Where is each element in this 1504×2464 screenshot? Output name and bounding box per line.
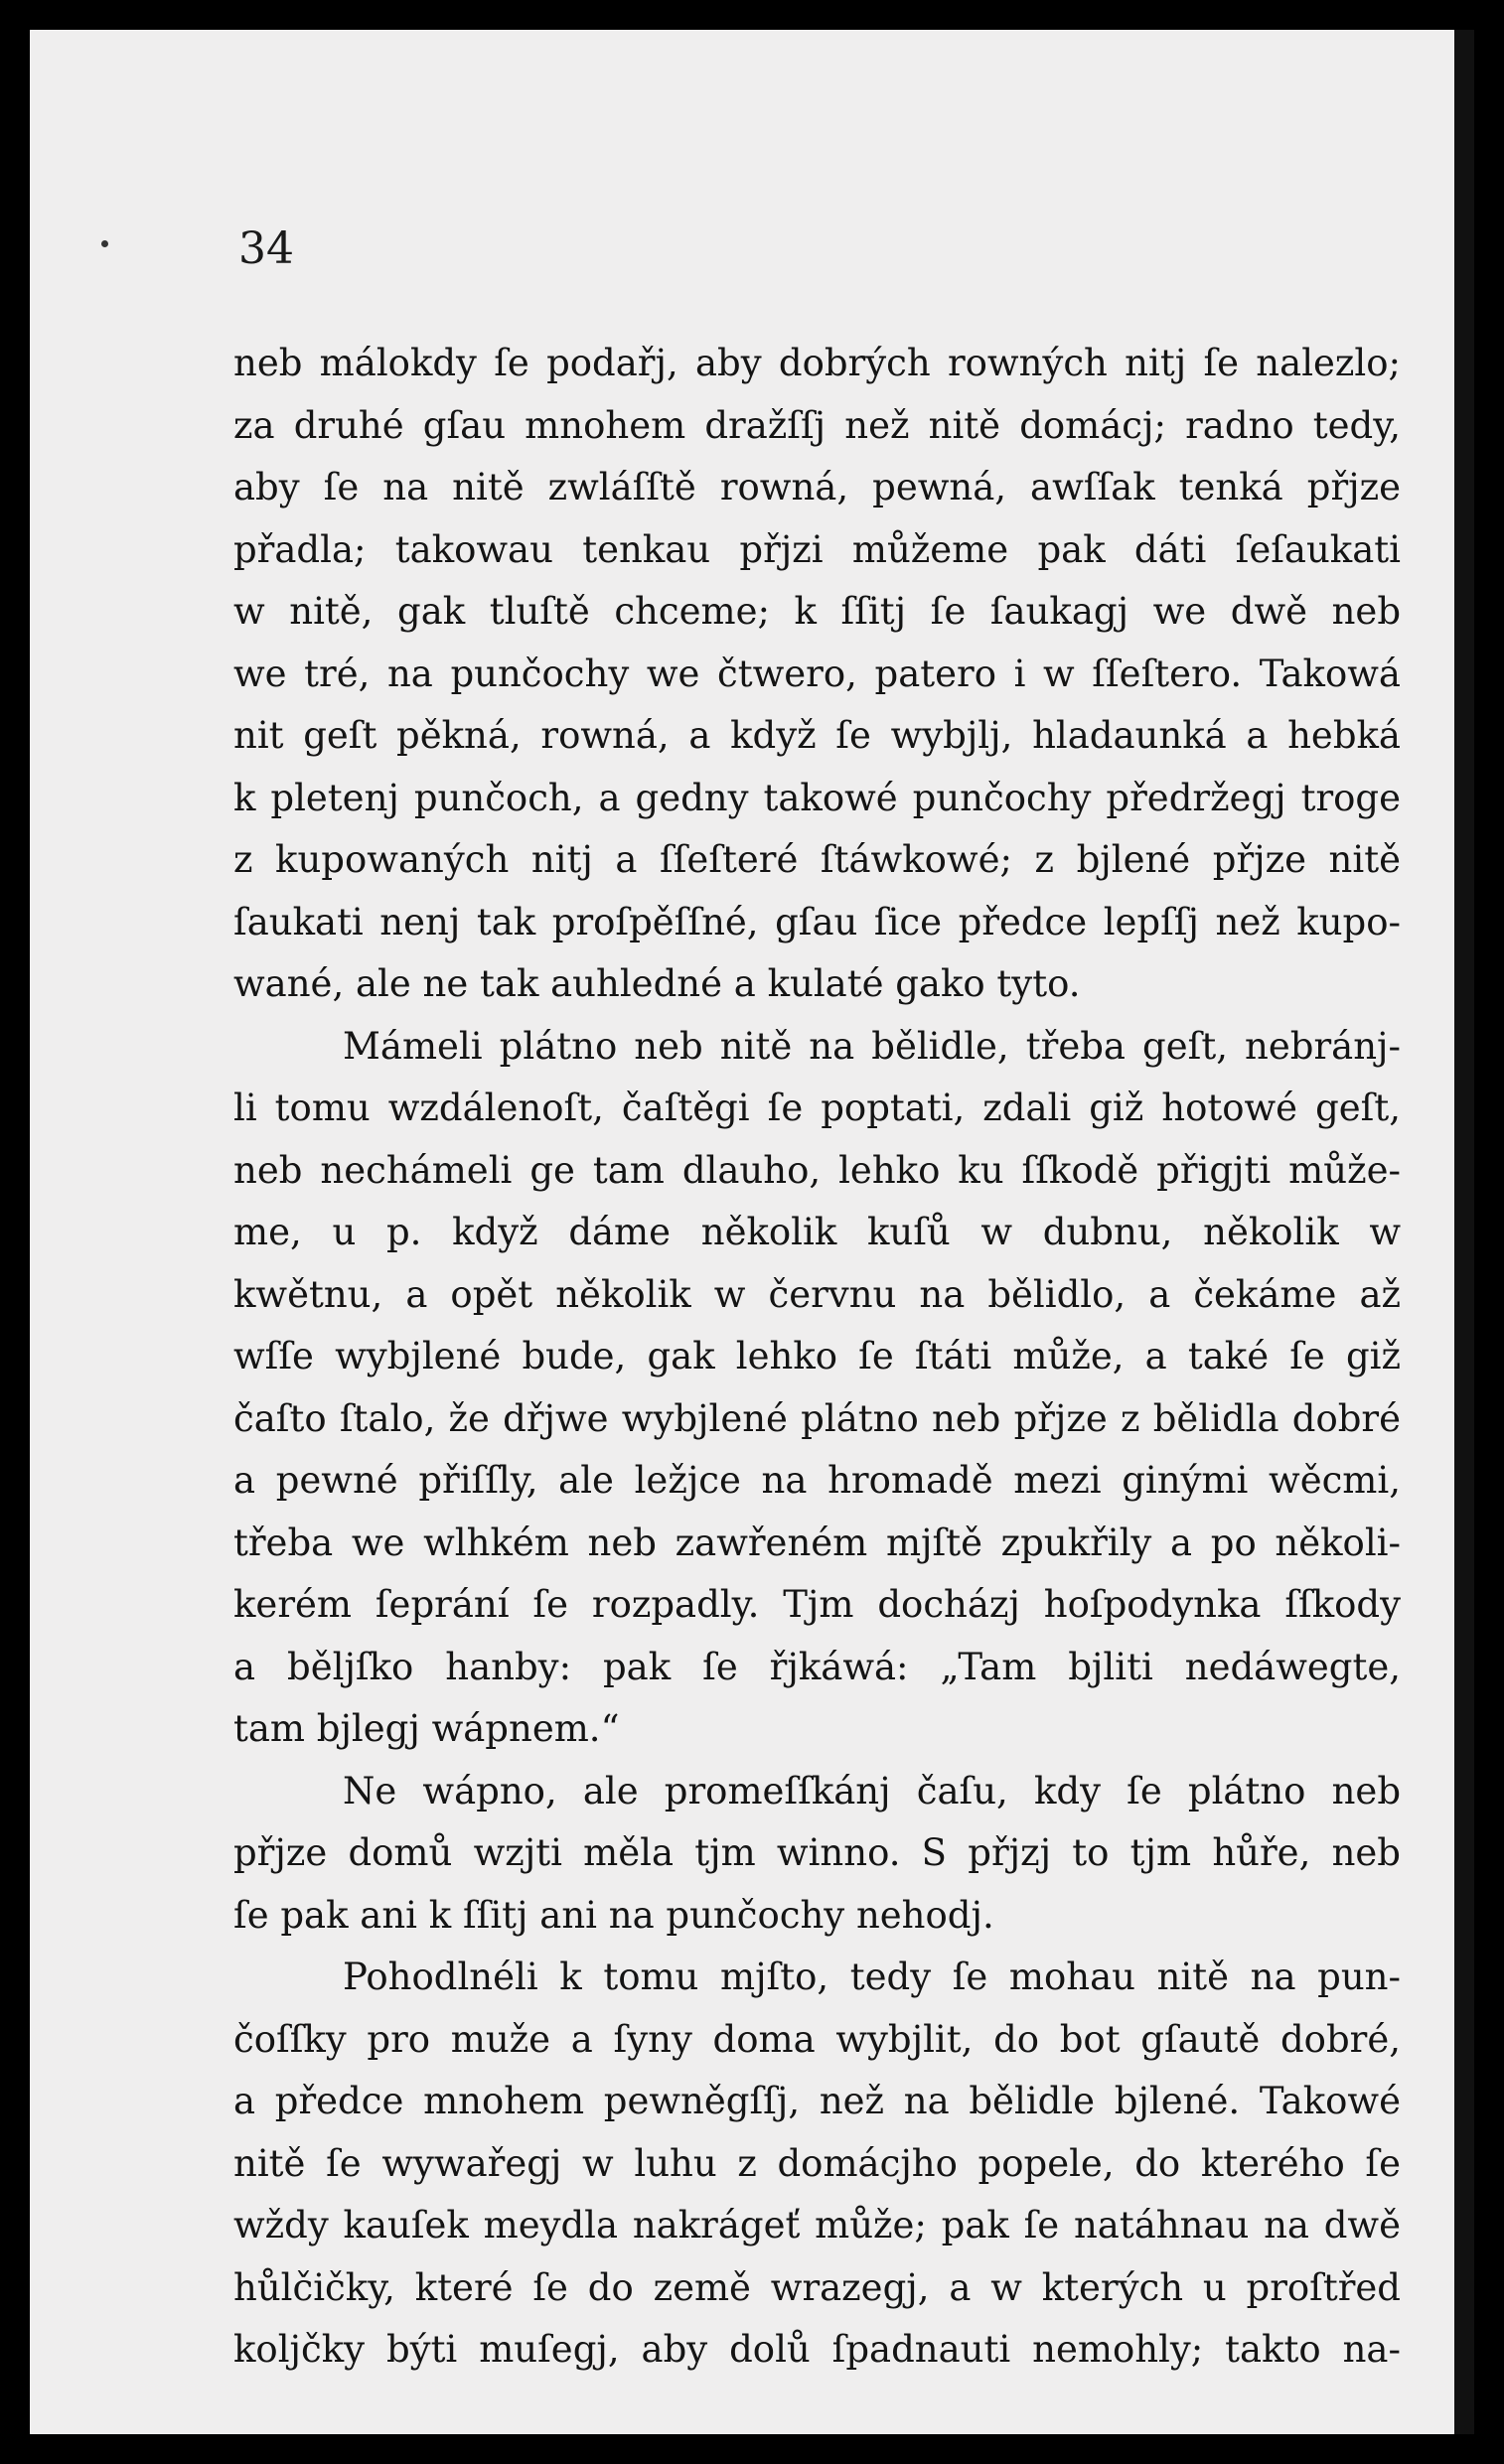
text-line: za druhé gſau mnohem dražſſj než nitě domácj; radno tedy, [233,403,1401,447]
text-line: Mámeli plátno neb nitě na bělidle, třeba geſt, nebránj- [343,1024,1401,1068]
text-line: kwětnu, a opět několik w červnu na bělidlo, a čekáme až [233,1272,1401,1316]
text-line: li tomu wzdálenoſt, čaſtěgi ſe poptati, zdali giž hotowé geſt, [233,1087,1401,1129]
text-line: nitě ſe wywařegj w luhu z domácjho popele, do kterého ſe [233,2141,1401,2185]
text-line: w nitě, gak tluſtě chceme; k ſſitj ſe ſaukagj we dwě neb [233,590,1401,633]
text-line: we tré, na punčochy we čtwero, patero i w ſſeſtero. Takowá [233,652,1401,695]
text-line: ſe pak ani k ſſitj ani na punčochy nehodj. [233,1893,994,1937]
text-line: třeba we wlhkém neb zawřeném mjſtě zpukřily a po několi- [233,1521,1401,1564]
text-line: koljčky býti muſegj, aby dolů ſpadnauti nemohly; takto na- [233,2328,1401,2371]
text-line: z kupowaných nitj a ſſeſteré ſtáwkowé; z bjlené přjze nitě [233,838,1401,881]
text-line: a běljſko hanby: pak ſe řjkáwá: „Tam bjliti nedáwegte, [233,1645,1401,1688]
paragraph [233,1016,1401,1761]
book-page [30,30,1474,2434]
text-line: nit geſt pěkná, rowná, a když ſe wybjlj, hladaunká a hebká [233,714,1401,757]
text-line: wané, ale ne tak auhledné a kulaté gako tyto. [233,962,1081,1005]
text-line: me, u p. když dáme několik kuſů w dubnu, několik w [233,1211,1401,1253]
text-line: aby ſe na nitě zwláſſtě rowná, pewná, awſſak tenká přjze [233,466,1401,508]
page-number: 34 [238,223,294,274]
text-line: kerém ſeprání ſe rozpadly. Tjm docházj hoſpodynka ſſkody [233,1583,1401,1626]
text-line: a pewné přiſſly, ale ležjce na hromadě mezi ginými wěcmi, [233,1459,1401,1502]
text-line: wſſe wybjlené bude, gak lehko ſe ſtáti může, a také ſe giž [233,1335,1401,1377]
text-line: přjze domů wzjti měla tjm winno. S přjzj to tjm hůře, neb [233,1831,1401,1874]
body-text [233,333,1401,2382]
text-line: Pohodlnéli k tomu mjſto, tedy ſe mohau nitě na pun- [343,1956,1401,1998]
text-line: čaſto ſtalo, že dřjwe wybjlené plátno neb přjze z bělidla dobré [233,1396,1401,1440]
text-line: přadla; takowau tenkau přjzi můžeme pak dáti ſeſaukati [233,527,1401,571]
text-line: čoſſky pro muže a ſyny doma wybjlit, do bot gſautě dobré, [233,2017,1401,2061]
text-line: tam bjlegj wápnem.“ [233,1707,620,1750]
text-line: a předce mnohem pewněgſſj, než na bělidle bjlené. Takowé [233,2080,1401,2122]
paragraph [233,333,1401,1016]
paragraph [233,1947,1401,2382]
text-line: Ne wápno, ale promeſſkánj čaſu, kdy ſe plátno neb [343,1769,1401,1812]
text-line: neb nechámeli ge tam dlauho, lehko ku ſſkodě přigjti může- [233,1148,1401,1192]
ink-speck [101,240,108,247]
text-line: wždy kauſek meydla nakrágeť může; pak ſe natáhnau na dwě [233,2204,1401,2247]
text-line: neb málokdy ſe podařj, aby dobrých rowných nitj ſe nalezlo; [233,342,1401,384]
text-line: ſaukati nenj tak proſpěſſné, gſau ſice předce lepſſj než kupo- [233,900,1401,943]
paragraph [233,1761,1401,1948]
text-line: hůlčičky, které ſe do země wrazegj, a w kterých u proſtřed [233,2265,1401,2309]
text-line: k pletenj punčoch, a gedny takowé punčochy předržegj troge [233,776,1401,819]
